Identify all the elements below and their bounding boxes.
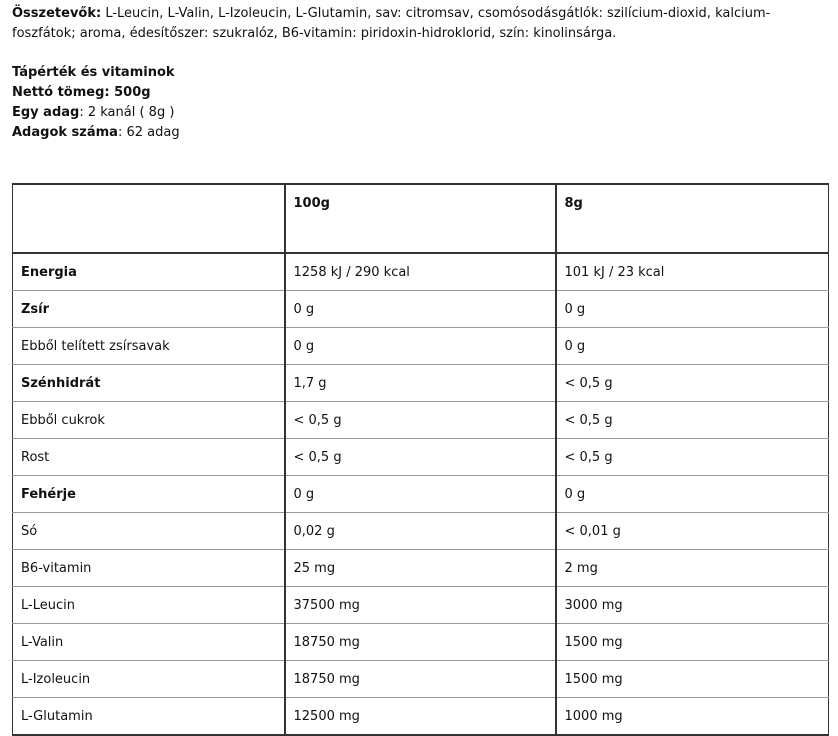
per-100g-cell: 25 mg (285, 550, 556, 587)
nutrition-table (12, 183, 829, 736)
nutrient-name-cell: Ebből telített zsírsavak (13, 328, 285, 365)
nutrient-name-cell: Energia (13, 253, 285, 291)
header-cell-100g: 100g (285, 184, 556, 253)
nutrient-name-cell: Rost (13, 439, 285, 476)
table-row (13, 439, 829, 476)
per-100g-cell: 12500 mg (285, 698, 556, 736)
table-row (13, 365, 829, 402)
nutrient-name-cell: Szénhidrát (13, 365, 285, 402)
serving-size-label: Egy adag (12, 105, 80, 120)
servings-count (12, 123, 812, 143)
table-row (13, 402, 829, 439)
per-serving-cell: 1500 mg (556, 661, 829, 698)
per-100g-cell: 37500 mg (285, 587, 556, 624)
header-cell-nutrient (13, 184, 285, 253)
per-serving-cell: 1000 mg (556, 698, 829, 736)
per-100g-cell: 0 g (285, 476, 556, 513)
nutrient-name-cell: L-Valin (13, 624, 285, 661)
per-serving-cell: 2 mg (556, 550, 829, 587)
ingredients-label: Összetevők: (12, 6, 102, 21)
table-row (13, 698, 829, 736)
net-weight: Nettó tömeg: 500g (12, 85, 151, 100)
per-serving-cell: < 0,5 g (556, 402, 829, 439)
table-row (13, 550, 829, 587)
per-100g-cell: 18750 mg (285, 661, 556, 698)
nutrition-heading: Tápérték és vitaminok (12, 65, 175, 80)
nutrient-name-cell: Fehérje (13, 476, 285, 513)
per-serving-cell: < 0,5 g (556, 365, 829, 402)
nutrient-name-cell: Só (13, 513, 285, 550)
per-100g-cell: 1258 kJ / 290 kcal (285, 253, 556, 291)
per-serving-cell: 0 g (556, 328, 829, 365)
per-serving-cell: 1500 mg (556, 624, 829, 661)
per-serving-cell: 3000 mg (556, 587, 829, 624)
serving-size (12, 103, 812, 123)
nutrient-name-cell: L-Glutamin (13, 698, 285, 736)
table-row (13, 661, 829, 698)
ingredients-text: L-Leucin, L-Valin, L-Izoleucin, L-Glutamin, sav: citromsav, csomósodásgátlók: szilícium-dioxid, kalcium-foszfátok; aroma, édesítőszer: szukralóz, B6-vitamin: piridoxin-hidroklorid, szín: kinolinsárga. (12, 6, 771, 41)
nutrition-info (12, 63, 812, 143)
nutrient-name-cell: L-Leucin (13, 587, 285, 624)
header-cell-serving: 8g (556, 184, 829, 253)
per-100g-cell: 1,7 g (285, 365, 556, 402)
per-100g-cell: 18750 mg (285, 624, 556, 661)
per-serving-cell: 0 g (556, 476, 829, 513)
per-serving-cell: 0 g (556, 291, 829, 328)
table-row (13, 291, 829, 328)
per-serving-cell: < 0,01 g (556, 513, 829, 550)
nutrient-name-cell: L-Izoleucin (13, 661, 285, 698)
nutrient-name-cell: Zsír (13, 291, 285, 328)
per-100g-cell: < 0,5 g (285, 439, 556, 476)
table-row (13, 513, 829, 550)
table-row (13, 587, 829, 624)
per-100g-cell: 0,02 g (285, 513, 556, 550)
per-serving-cell: < 0,5 g (556, 439, 829, 476)
table-row (13, 476, 829, 513)
servings-count-label: Adagok száma (12, 125, 118, 140)
per-serving-cell: 101 kJ / 23 kcal (556, 253, 829, 291)
table-row (13, 624, 829, 661)
ingredients-paragraph (12, 4, 822, 44)
table-header-row (13, 184, 829, 253)
table-row (13, 328, 829, 365)
serving-size-value: : 2 kanál ( 8g ) (79, 105, 175, 120)
per-100g-cell: 0 g (285, 328, 556, 365)
per-100g-cell: 0 g (285, 291, 556, 328)
servings-count-value: : 62 adag (117, 125, 180, 140)
per-100g-cell: < 0,5 g (285, 402, 556, 439)
nutrient-name-cell: Ebből cukrok (13, 402, 285, 439)
nutrient-name-cell: B6-vitamin (13, 550, 285, 587)
table-row (13, 253, 829, 291)
